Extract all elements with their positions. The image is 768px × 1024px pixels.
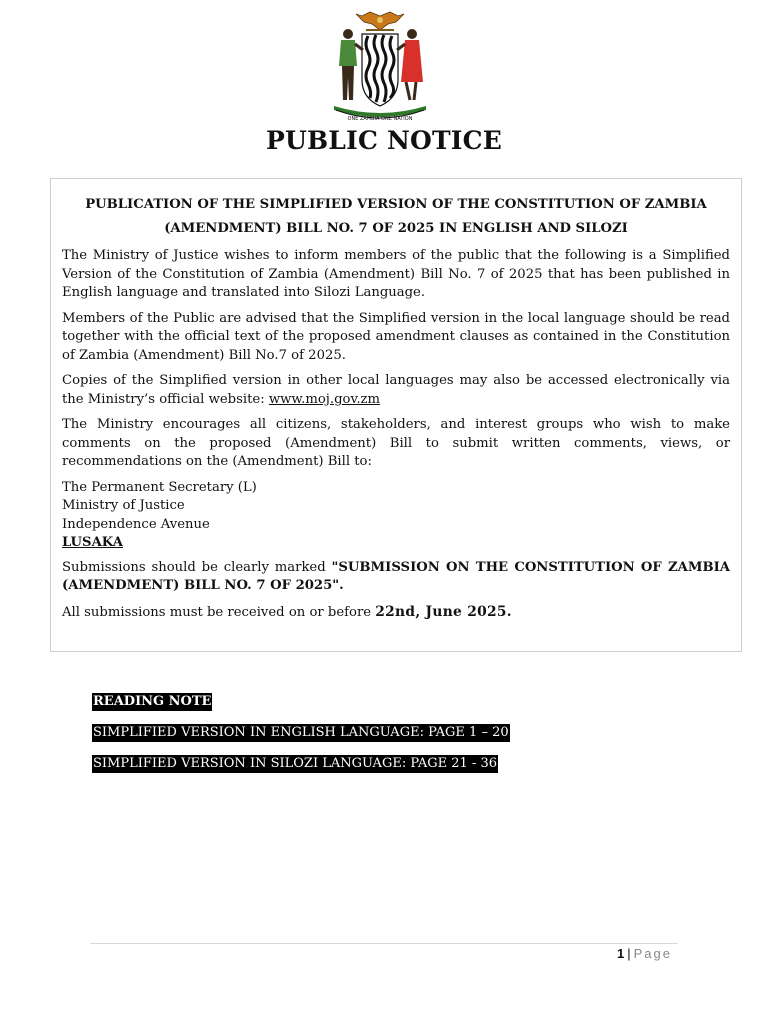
copies-paragraph: [62, 372, 730, 409]
submission-paragraph: [62, 559, 730, 596]
notice-heading-line2: (AMENDMENT) BILL NO. 7 OF 2025 IN ENGLISH AND SILOZI: [164, 221, 628, 236]
copies-text: Copies of the Simplified version in other local languages may also be accessed electronically via the Ministry’s official website:: [62, 373, 730, 407]
address-line-city: LUSAKA: [62, 535, 123, 550]
notice-heading-line1: PUBLICATION OF THE SIMPLIFIED VERSION OF THE CONSTITUTION OF ZAMBIA: [85, 197, 707, 212]
address-line-ministry: Ministry of Justice: [62, 498, 185, 513]
notice-heading: [62, 193, 730, 241]
address-line-street: Independence Avenue: [62, 516, 210, 532]
reading-note-title: READING NOTE: [93, 694, 212, 709]
deadline-date: 22nd, June 2025.: [375, 603, 512, 620]
footer-divider: [90, 943, 678, 944]
page-footer: [617, 946, 672, 961]
coat-of-arms-emblem: [326, 10, 434, 126]
reading-note-silozi: SIMPLIFIED VERSION IN SILOZI LANGUAGE: PAGE 21 - 36: [93, 756, 498, 771]
submission-mark: "SUBMISSION ON THE CONSTITUTION OF ZAMBIA (AMENDMENT) BILL NO. 7 OF 2025".: [62, 559, 730, 593]
footer-separator: |: [627, 946, 631, 961]
page-number: 1: [617, 946, 625, 961]
advice-paragraph: Members of the Public are advised that the Simplified version in the local language should be read together with the official text of the proposed amendment clauses as contained in the Constitution of Zambia (Amendment) Bill No.7 of 2025.: [62, 310, 730, 363]
deadline-prefix: All submissions must be received on or before: [62, 604, 376, 620]
page-label: Page: [633, 946, 672, 961]
reading-note-english: SIMPLIFIED VERSION IN ENGLISH LANGUAGE: PAGE 1 – 20: [93, 725, 509, 740]
intro-paragraph: The Ministry of Justice wishes to inform members of the public that the following is a Simplified Version of the Constitution of Zambia (Amendment) Bill No. 7 of 2025 that has been published in English language and translated into Silozi Language.: [62, 248, 730, 300]
notice-box: [50, 178, 742, 652]
page-title: PUBLIC NOTICE: [265, 126, 503, 155]
submission-prefix: Submissions should be clearly marked: [62, 559, 332, 575]
svg-text:ONE ZAMBIA ONE NATION: ONE ZAMBIA ONE NATION: [347, 116, 413, 122]
deadline-paragraph: [62, 603, 730, 623]
ministry-website-link[interactable]: www.moj.gov.zm: [268, 391, 380, 407]
address-line-secretary: The Permanent Secretary (L): [62, 479, 257, 495]
reading-notes: [92, 690, 510, 783]
encourage-paragraph: The Ministry encourages all citizens, stakeholders, and interest groups who wish to make comments on the proposed (Amendment) Bill to submit written comments, views, or recommendations on the (Amendment) Bill to:: [62, 417, 730, 469]
postal-address: [62, 479, 730, 553]
